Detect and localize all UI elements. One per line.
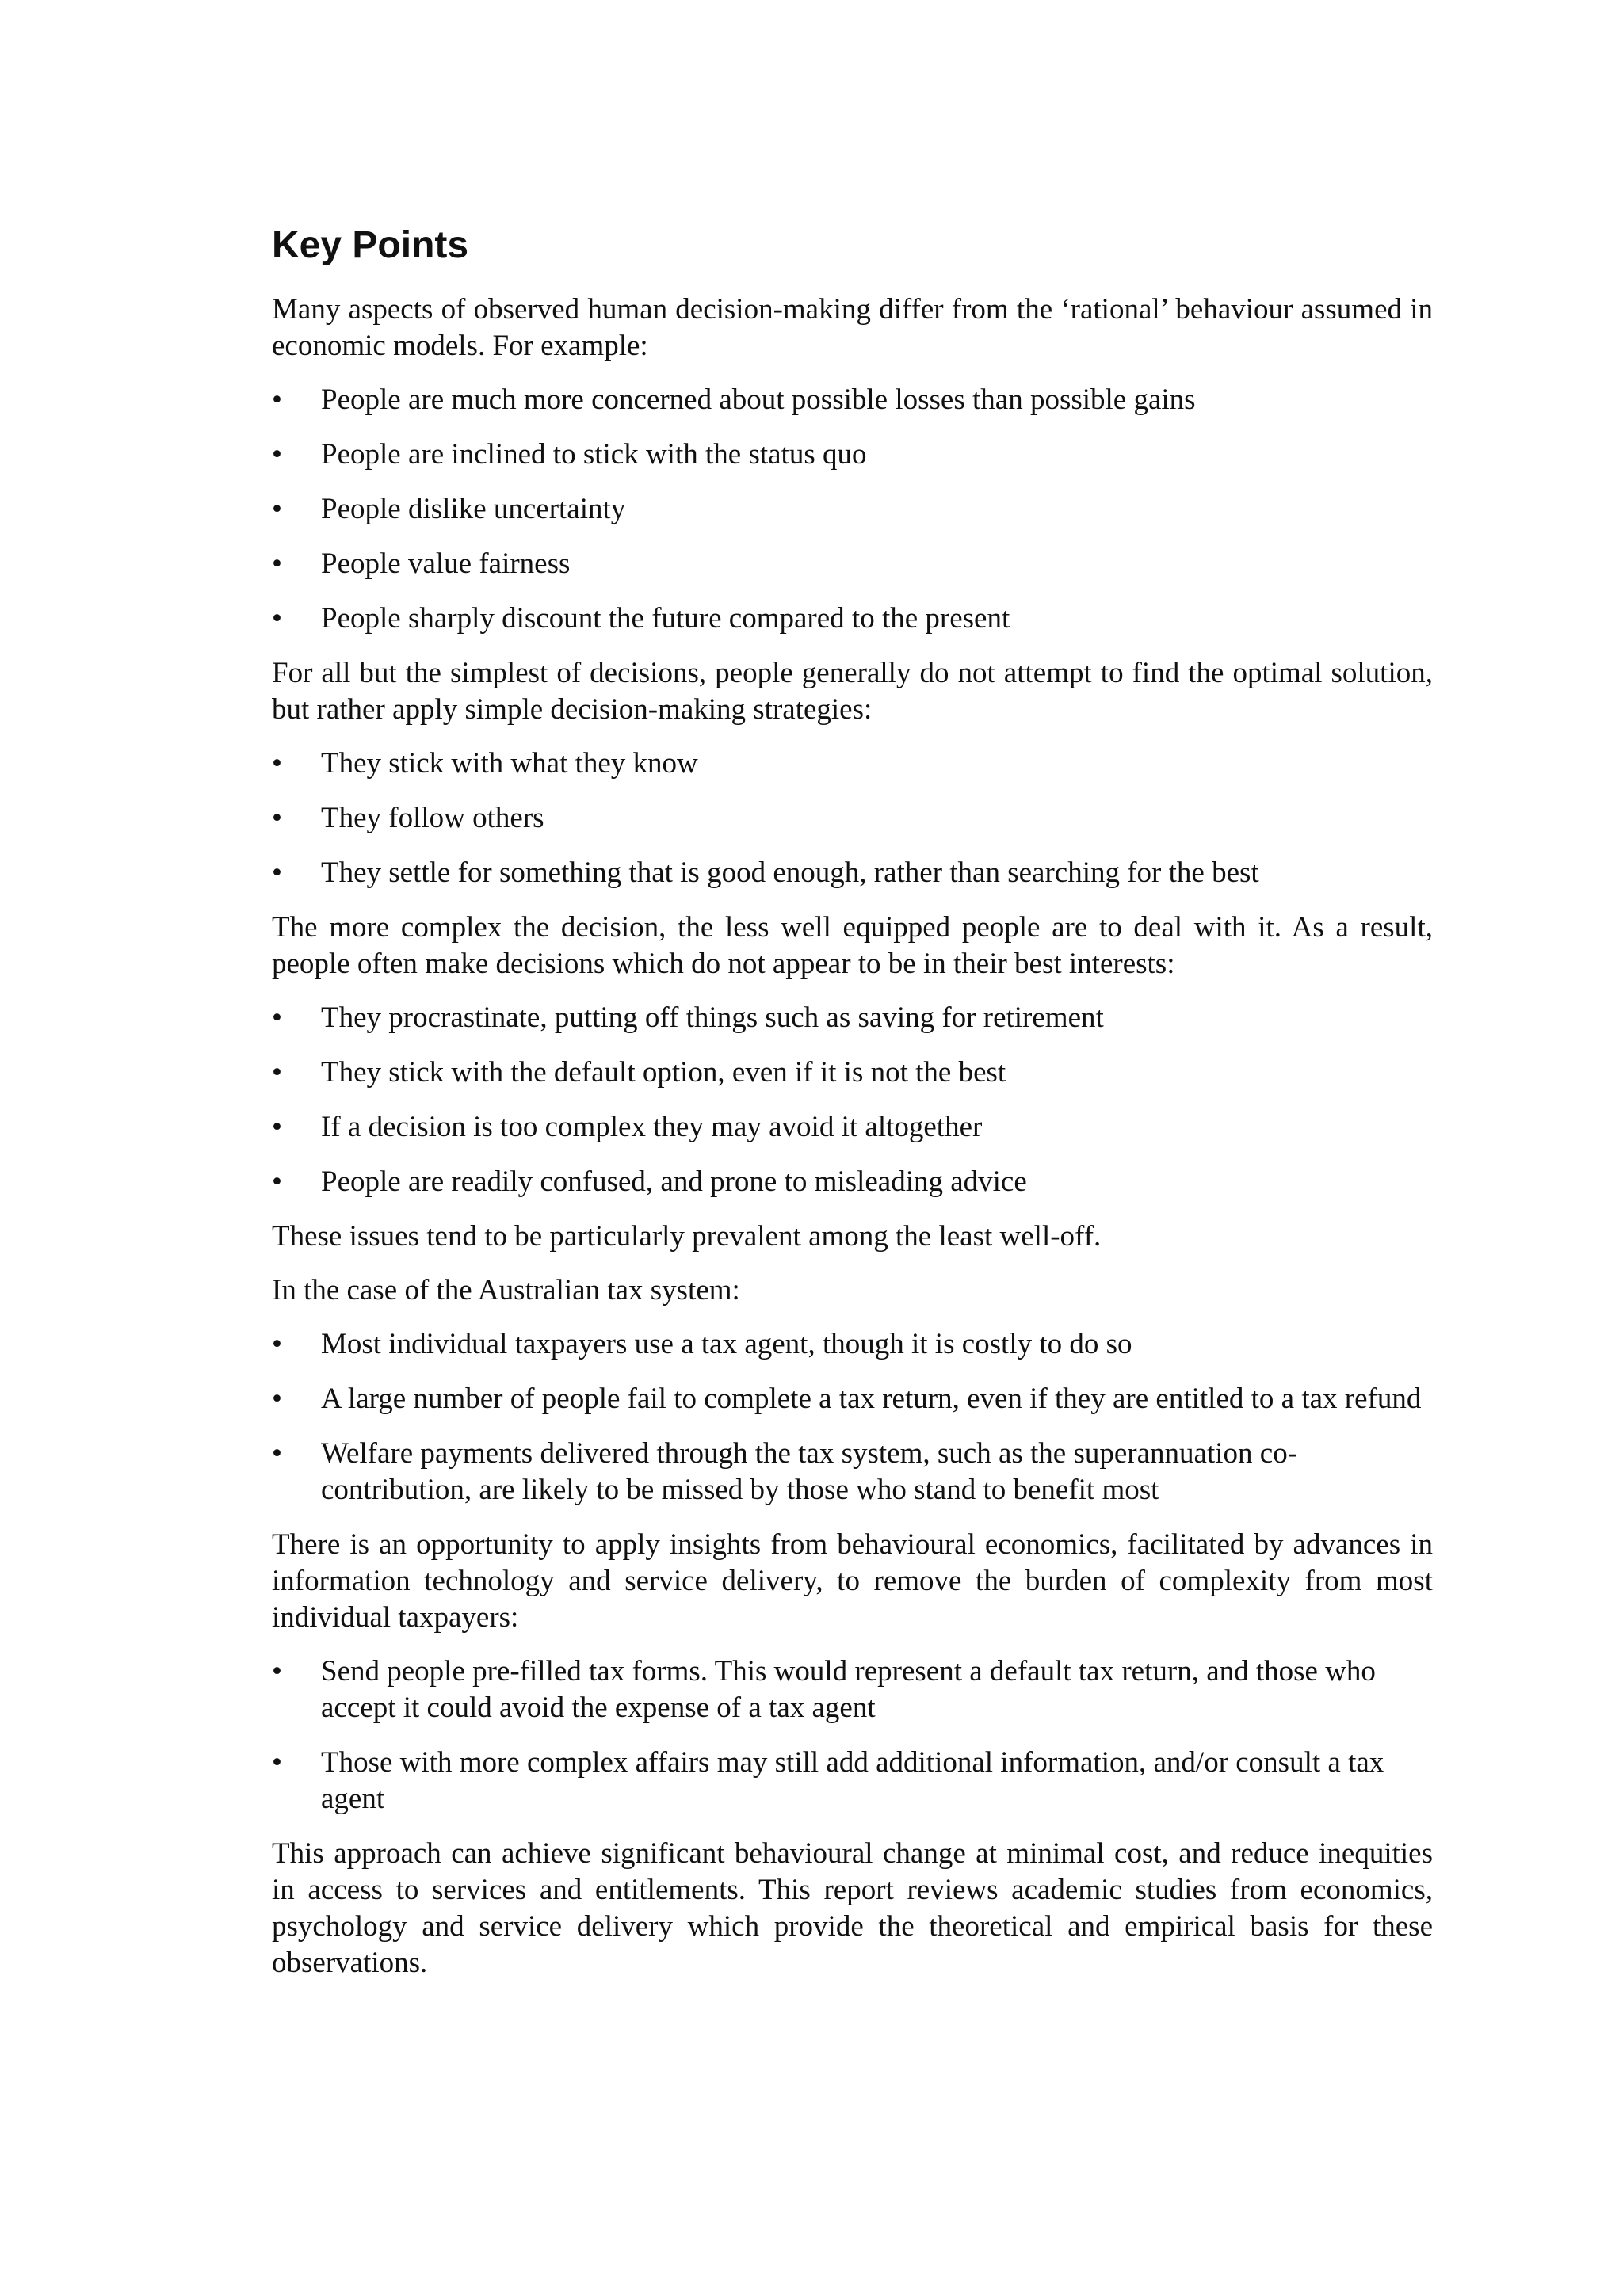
- list-item: [272, 1164, 1433, 1200]
- list-item: [272, 1326, 1433, 1363]
- list-item: [272, 491, 1433, 528]
- list-item-text: People dislike uncertainty: [321, 493, 626, 525]
- list-item-text: They follow others: [321, 802, 544, 834]
- bullet-icon: •: [272, 856, 282, 889]
- page-heading: Key Points: [272, 224, 469, 266]
- list-item-text: They settle for something that is good enough, rather than searching for the best: [321, 856, 1259, 889]
- list-item-text: Most individual taxpayers use a tax agent, though it is costly to do so: [321, 1328, 1132, 1360]
- paragraph: For all but the simplest of decisions, people generally do not attempt to find the optimal solution, but rather apply simple decision-making strategies:: [272, 657, 1433, 726]
- bullet-icon: •: [272, 1165, 282, 1198]
- list-item: [272, 1653, 1433, 1726]
- list-item: [272, 1745, 1433, 1817]
- paragraph: Many aspects of observed human decision-making differ from the ‘rational’ behaviour assumed in economic models. For example:: [272, 293, 1433, 362]
- list-item-text: People are readily confused, and prone to misleading advice: [321, 1165, 1027, 1198]
- paragraph: In the case of the Australian tax system:: [272, 1274, 740, 1306]
- list-item-text: If a decision is too complex they may avoid it altogether: [321, 1111, 983, 1143]
- list-item-text: A large number of people fail to complete a tax return, even if they are entitled to a tax refund: [321, 1383, 1422, 1415]
- list-item: [272, 855, 1433, 891]
- list-item: [272, 1000, 1433, 1036]
- document-page: [272, 222, 1433, 1999]
- bullet-icon: •: [272, 1328, 282, 1360]
- bullet-list: [272, 1653, 1433, 1817]
- list-item: [272, 437, 1433, 473]
- bullet-list: [272, 1000, 1433, 1200]
- bullet-icon: •: [272, 1111, 282, 1143]
- bullet-icon: •: [272, 802, 282, 834]
- bullet-list: [272, 382, 1433, 637]
- list-item-text: People are much more concerned about possible losses than possible gains: [321, 383, 1196, 416]
- bullet-icon: •: [272, 747, 282, 780]
- list-item: [272, 800, 1433, 837]
- list-item-text: Welfare payments delivered through the tax system, such as the superannuation co-contribution, are likely to be missed by those who stand to benefit most: [321, 1437, 1298, 1506]
- bullet-icon: •: [272, 438, 282, 471]
- list-item: [272, 1109, 1433, 1146]
- bullet-icon: •: [272, 1056, 282, 1089]
- list-item: [272, 382, 1433, 418]
- list-item: [272, 1055, 1433, 1091]
- bullet-icon: •: [272, 547, 282, 580]
- paragraph: These issues tend to be particularly prevalent among the least well-off.: [272, 1220, 1102, 1253]
- list-item-text: Send people pre-filled tax forms. This would represent a default tax return, and those who accept it could avoid the expense of a tax agent: [321, 1655, 1376, 1724]
- list-item: [272, 746, 1433, 782]
- bullet-icon: •: [272, 1383, 282, 1415]
- bullet-icon: •: [272, 1437, 282, 1470]
- bullet-list: [272, 746, 1433, 891]
- bullet-list: [272, 1326, 1433, 1508]
- list-item-text: They stick with what they know: [321, 747, 698, 780]
- list-item-text: People are inclined to stick with the status quo: [321, 438, 867, 471]
- list-item: [272, 1381, 1433, 1417]
- list-item-text: People sharply discount the future compared to the present: [321, 602, 1010, 635]
- list-item-text: Those with more complex affairs may still add additional information, and/or consult a tax agent: [321, 1746, 1384, 1815]
- list-item-text: They procrastinate, putting off things such as saving for retirement: [321, 1001, 1104, 1034]
- bullet-icon: •: [272, 602, 282, 635]
- paragraph: There is an opportunity to apply insights from behavioural economics, facilitated by advances in information technology and service delivery, to remove the burden of complexity from most individual taxpayers:: [272, 1528, 1433, 1634]
- list-item-text: They stick with the default option, even if it is not the best: [321, 1056, 1006, 1089]
- list-item: [272, 546, 1433, 582]
- list-item: [272, 601, 1433, 637]
- bullet-icon: •: [272, 383, 282, 416]
- bullet-icon: •: [272, 1746, 282, 1779]
- document-body: [272, 292, 1433, 1981]
- bullet-icon: •: [272, 1655, 282, 1688]
- bullet-icon: •: [272, 1001, 282, 1034]
- list-item-text: People value fairness: [321, 547, 571, 580]
- paragraph: This approach can achieve significant behavioural change at minimal cost, and reduce inequities in access to services and entitlements. This report reviews academic studies from economics, psychology and service delivery which provide the theoretical and empirical basis for these observations.: [272, 1837, 1433, 1979]
- list-item: [272, 1436, 1433, 1508]
- paragraph: The more complex the decision, the less well equipped people are to deal with it. As a result, people often make decisions which do not appear to be in their best interests:: [272, 911, 1433, 980]
- bullet-icon: •: [272, 493, 282, 525]
